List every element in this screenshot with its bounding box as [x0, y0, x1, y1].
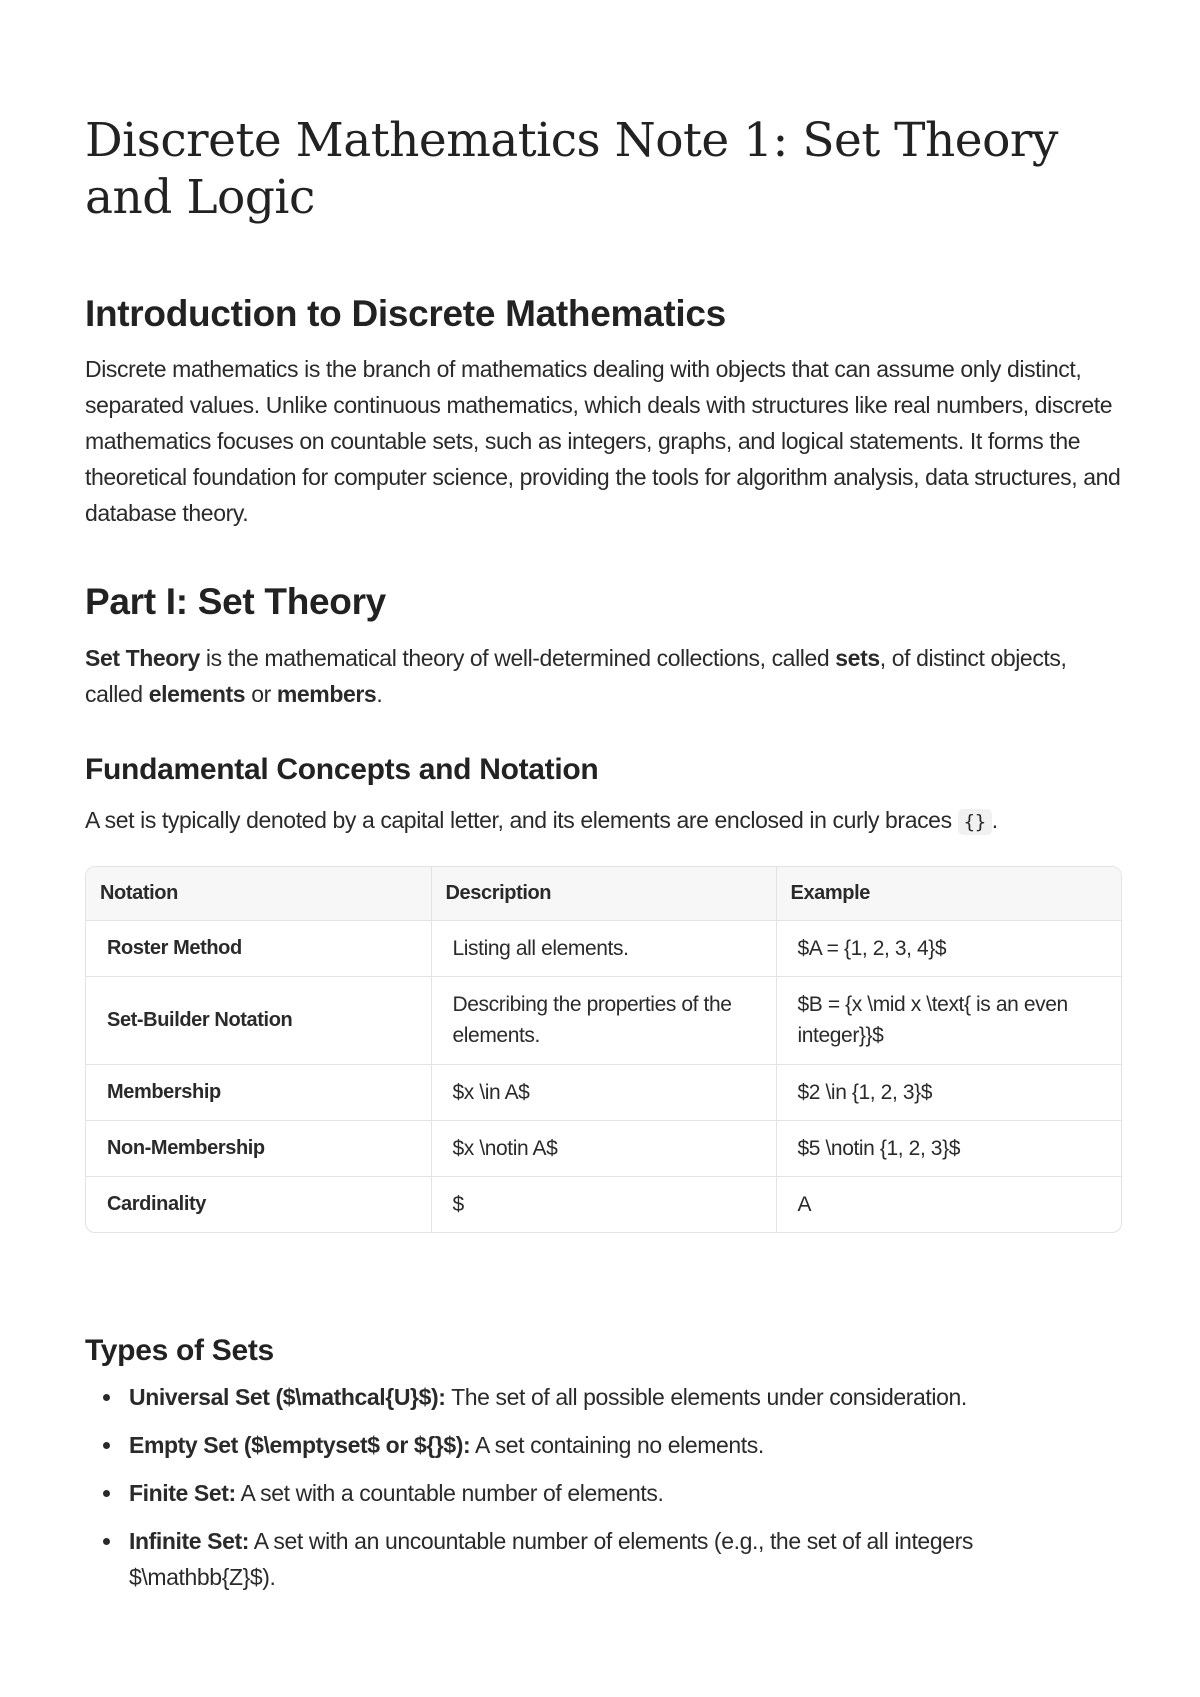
notation-text: A set is typically denoted by a capital letter, and its elements are enclosed in curly braces [85, 806, 958, 833]
set-theory-text-1: is the mathematical theory of well-determined collections, called [199, 644, 836, 671]
list-item [103, 1523, 1122, 1595]
cell-notation: Membership [86, 1064, 431, 1120]
list-item-text: A set with a countable number of elements. [235, 1479, 664, 1506]
cell-notation: Set-Builder Notation [86, 976, 431, 1064]
list-item-text: A set containing no elements. [470, 1431, 764, 1458]
header-notation: Notation [86, 867, 431, 921]
notation-table-container [85, 866, 1122, 1233]
set-theory-text-2: , of distinct objects, called [85, 644, 1067, 707]
list-item-term: Infinite Set: [129, 1527, 250, 1554]
notation-end: . [991, 806, 998, 833]
cell-example: $5 \notin {1, 2, 3}$ [776, 1120, 1121, 1176]
curly-braces-code: {} [958, 809, 992, 835]
cell-example: $A = {1, 2, 3, 4}$ [776, 920, 1121, 976]
list-item-text: A set with an uncountable number of elements (e.g., the set of all integers $\mathbb{Z}$). [129, 1527, 973, 1590]
part1-heading: Part I: Set Theory [85, 581, 386, 623]
list-item-text: The set of all possible elements under consideration. [445, 1383, 967, 1410]
cell-notation: Non-Membership [86, 1120, 431, 1176]
members-term: members [276, 680, 377, 707]
cell-example: $2 \in {1, 2, 3}$ [776, 1064, 1121, 1120]
table-row [86, 1064, 1121, 1120]
concepts-heading: Fundamental Concepts and Notation [85, 752, 599, 786]
sets-term: sets [835, 644, 880, 671]
cell-notation: Roster Method [86, 920, 431, 976]
list-item [103, 1379, 1122, 1415]
set-theory-term: Set Theory [85, 644, 200, 671]
list-item-term: Finite Set: [129, 1479, 236, 1506]
list-item [103, 1427, 1122, 1463]
document-title: Discrete Mathematics Note 1: Set Theory and Logic [85, 113, 1058, 226]
table-row [86, 1176, 1121, 1232]
types-heading: Types of Sets [85, 1333, 274, 1367]
cell-notation: Cardinality [86, 1176, 431, 1232]
header-description: Description [431, 867, 776, 921]
elements-term: elements [148, 680, 246, 707]
cell-example: A [797, 1192, 812, 1216]
table-row [86, 920, 1121, 976]
table-row [86, 976, 1121, 1064]
table-row [86, 1120, 1121, 1176]
cell-description: $x \in A$ [431, 1064, 776, 1120]
set-theory-text-3: or [245, 680, 277, 707]
table-header-row [86, 867, 1121, 921]
notation-paragraph [85, 802, 1122, 840]
cell-example: $B = {x \mid x \text{ is an even integer}}$ [776, 976, 1121, 1064]
set-theory-text-4: . [376, 680, 383, 707]
intro-paragraph: Discrete mathematics is the branch of mathematics dealing with objects that can assume only distinct, separated values. Unlike continuous mathematics, which deals with structures like real numbers, discrete mathematics focuses on countable sets, such as integers, graphs, and logical statements. It forms the theoretical foundation for computer science, providing the tools for algorithm analysis, data structures, and database theory. [85, 356, 1121, 527]
list-item-term: Empty Set ($\emptyset$ or ${}$): [129, 1431, 471, 1458]
notation-table [86, 867, 1121, 1232]
intro-heading: Introduction to Discrete Mathematics [85, 292, 726, 334]
cell-description: $x \notin A$ [431, 1120, 776, 1176]
cell-description: $ [431, 1176, 776, 1232]
types-list [85, 1379, 1122, 1595]
header-example: Example [776, 867, 1121, 921]
list-item [103, 1475, 1122, 1511]
set-theory-paragraph [85, 640, 1122, 712]
cell-description: Listing all elements. [431, 920, 776, 976]
cell-description: Describing the properties of the elements. [431, 976, 776, 1064]
list-item-term: Universal Set ($\mathcal{U}$): [129, 1383, 446, 1410]
